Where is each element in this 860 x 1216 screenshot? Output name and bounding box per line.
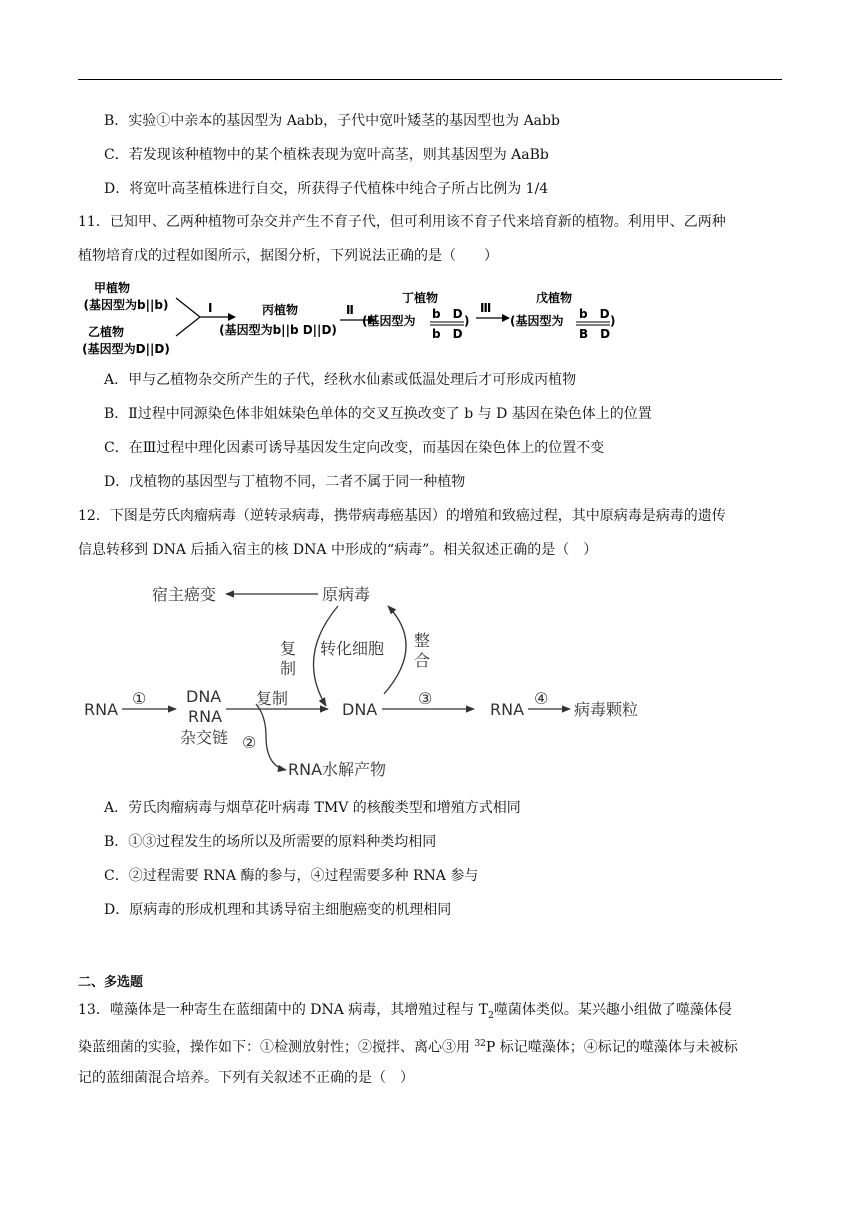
replicate-vertical-1: 复 [280,639,297,658]
replicate-horizontal: 复制 [256,689,289,708]
circle-2: ② [242,733,257,752]
ding-close: ) [464,314,470,328]
step-III: Ⅲ [480,301,492,315]
step-I: Ⅰ [208,301,213,315]
ding-label: 丁植物 [401,291,439,305]
wu-bottom: B D [579,327,611,341]
q12-stem-line1: 12．下图是劳氏肉瘤病毒（逆转录病毒，携带病毒癌基因）的增殖和致癌过程，其中原病毒是病毒的遗传 [78,508,726,524]
circle-3: ③ [418,689,433,708]
q12-option-c: C．②过程需要 RNA 酶的参与，④过程需要多种 RNA 参与 [104,868,479,884]
q12-option-a: A．劳氏肉瘤病毒与烟草花叶病毒 TMV 的核酸类型和增殖方式相同 [104,800,521,816]
circle-1: ① [132,689,147,708]
jia-label: 甲植物 [93,281,131,295]
q13-stem-line1: 13．噬藻体是一种寄生在蓝细菌中的 DNA 病毒，其增殖过程与 $T_2$噬菌体类似。某兴趣小组做了噬藻体侵 [78,1002,732,1021]
dna-label: DNA [342,700,378,719]
integrate-2: 合 [414,651,431,670]
replicate-vertical-2: 制 [280,659,297,678]
q11-option-b: B．Ⅱ过程中同源染色体非姐妹染色单体的交叉互换改变了 b 与 D 基因在染色体上的位置 [104,406,652,422]
q12-stem-line2: 信息转移到 DNA 后插入宿主的核 DNA 中形成的“病毒”。相关叙述正确的是（ ） [78,542,598,558]
ding-bottom: b D [432,327,463,341]
circle-4: ④ [534,689,549,708]
hybrid-rna: RNA [188,707,223,726]
transform-cell-label: 转化细胞 [320,639,385,658]
q10-option-b: B．实验①中亲本的基因型为 Aabb，子代中宽叶矮茎的基因型也为 Aabb [104,113,560,129]
q11-option-a: A．甲与乙植物杂交所产生的子代，经秋水仙素或低温处理后才可形成丙植物 [104,372,577,388]
arrow-2 [256,704,286,770]
q11-stem-line1: 11．已知甲、乙两种植物可杂交并产生不育子代，但可利用该不育子代来培育新的植物。利用甲、乙两种 [78,214,726,230]
plant-breeding-diagram [76,278,626,362]
q12-option-d: D．原病毒的形成机理和其诱导宿主细胞癌变的机理相同 [104,902,452,918]
wu-close: ) [610,314,616,328]
ding-top: b D [432,307,463,321]
hybrid-dna: DNA [186,687,222,706]
q13-stem-line2: 染蓝细菌的实验，操作如下：①检测放射性；②搅拌、离心③用 $^{32}$P 标记噬藻体；④标记的噬藻体与未被标 [78,1039,738,1056]
arrow-I-head [228,313,236,321]
q13-stem-line3: 记的蓝细菌混合培养。下列有关叙述不正确的是（ ） [78,1070,414,1086]
header-rule [78,79,782,80]
merge-line-top [176,298,200,317]
wu-prefix: (基因型为 [510,314,564,328]
q11-option-c: C．在Ⅲ过程中理化因素可诱导基因发生定向改变，而基因在染色体上的位置不变 [104,440,605,456]
q11-stem-line2: 植物培育戊的过程如图所示，据图分析，下列说法正确的是（ ） [78,248,498,264]
ding-prefix: (基因型为 [362,314,416,328]
arrow-dna-to-provirus [384,606,406,694]
q10-option-c: C．若发现该种植物中的某个植株表现为宽叶高茎，则其基因型为 AaBb [104,147,549,163]
virus-replication-diagram [76,576,676,786]
hybrid-strand: 杂交链 [180,728,229,747]
bing-genotype: (基因型为b||b D||D) [219,323,337,337]
section-heading: 二、多选题 [78,975,144,990]
yi-label: 乙植物 [87,325,125,339]
host-cancer-label: 宿主癌变 [152,585,217,604]
virus-particles-label: 病毒颗粒 [574,700,639,719]
q10-option-d: D．将宽叶高茎植株进行自交，所获得子代植株中纯合子所占比例为 1/4 [104,181,549,197]
wu-label: 戊植物 [535,291,573,305]
rna-right-label: RNA [490,700,525,719]
yi-genotype: (基因型为D||D) [82,342,170,356]
rna-left-label: RNA [84,700,119,719]
rna-hydrolysis-label: RNA水解产物 [288,760,387,779]
merge-line-bottom [176,317,200,336]
step-II: Ⅱ [346,303,354,317]
jia-genotype: (基因型为b||b) [83,298,169,312]
q11-option-d: D．戊植物的基因型与丁植物不同，二者不属于同一种植物 [104,474,466,490]
q12-option-b: B．①③过程发生的场所以及所需要的原料种类均相同 [104,834,437,850]
integrate-1: 整 [414,631,431,650]
provirus-label: 原病毒 [322,585,371,604]
arrow-III-head [502,314,510,322]
wu-top: b D [579,307,610,321]
bing-label: 丙植物 [261,303,299,317]
